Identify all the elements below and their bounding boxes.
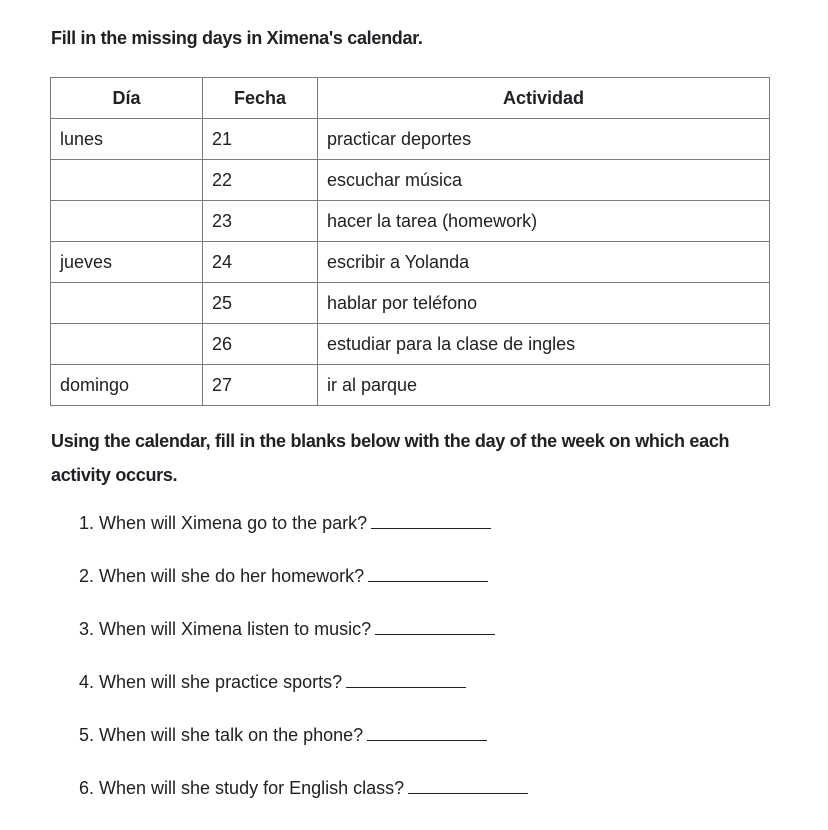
cell-actividad: estudiar para la clase de ingles (318, 324, 770, 365)
cell-fecha: 23 (203, 201, 318, 242)
cell-fecha: 24 (203, 242, 318, 283)
table-row (51, 119, 770, 160)
table-header-row (51, 78, 770, 119)
answer-blank[interactable] (346, 671, 466, 688)
cell-dia: lunes (51, 119, 203, 160)
question-list (79, 512, 528, 830)
cell-dia (51, 160, 203, 201)
question-text: 5. When will she talk on the phone? (79, 725, 364, 745)
question-text: 2. When will she do her homework? (79, 566, 365, 586)
question-text: 3. When will Ximena listen to music? (79, 619, 372, 639)
answer-blank[interactable] (368, 565, 488, 582)
cell-dia: domingo (51, 365, 203, 406)
question-item (79, 565, 528, 618)
cell-fecha: 21 (203, 119, 318, 160)
instructions-text: Using the calendar, fill in the blanks below with the day of the week on which each activity occurs. (51, 431, 730, 485)
question-item (79, 671, 528, 724)
column-header-dia: Día (51, 78, 203, 119)
cell-actividad: escribir a Yolanda (318, 242, 770, 283)
cell-actividad: ir al parque (318, 365, 770, 406)
answer-blank[interactable] (408, 777, 528, 794)
answer-blank[interactable] (367, 724, 487, 741)
cell-actividad: hacer la tarea (homework) (318, 201, 770, 242)
column-header-actividad: Actividad (318, 78, 770, 119)
cell-dia (51, 283, 203, 324)
cell-dia (51, 324, 203, 365)
page-title: Fill in the missing days in Ximena's calendar. (51, 28, 423, 48)
cell-fecha: 25 (203, 283, 318, 324)
table-row (51, 160, 770, 201)
cell-actividad: practicar deportes (318, 119, 770, 160)
answer-blank[interactable] (371, 512, 491, 529)
table-row (51, 283, 770, 324)
table-row (51, 365, 770, 406)
question-text: 1. When will Ximena go to the park? (79, 513, 368, 533)
cell-fecha: 22 (203, 160, 318, 201)
table-row (51, 324, 770, 365)
question-text: 6. When will she study for English class? (79, 778, 405, 798)
cell-dia: jueves (51, 242, 203, 283)
cell-fecha: 26 (203, 324, 318, 365)
question-item (79, 777, 528, 830)
table-row (51, 201, 770, 242)
answer-blank[interactable] (375, 618, 495, 635)
calendar-table (50, 77, 770, 406)
column-header-fecha: Fecha (203, 78, 318, 119)
question-item (79, 512, 528, 565)
cell-dia (51, 201, 203, 242)
table-row (51, 242, 770, 283)
question-item (79, 724, 528, 777)
question-text: 4. When will she practice sports? (79, 672, 343, 692)
cell-fecha: 27 (203, 365, 318, 406)
cell-actividad: hablar por teléfono (318, 283, 770, 324)
question-item (79, 618, 528, 671)
cell-actividad: escuchar música (318, 160, 770, 201)
